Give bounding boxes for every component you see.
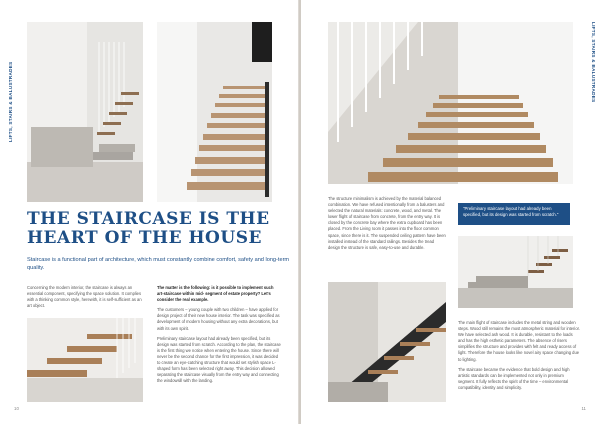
column-3-text: The structure minimalism is achieved by the material balanced combination. We have refused intentionally from a balusters and selected the natural materials: concrete, wood, and metal. The lower flight of staircase from concrete, from the entry way. It is closed by the concrete bay where the extra cupboard has been placed. From the Living room it passes into the floor common space, since there is it. The suspended ceiling pattern have been installed instead of the standard railings. Besides the tread design the structure is safe, easy-to-use and durable. (328, 196, 446, 250)
photo-wooden-stairs (157, 22, 272, 202)
title-line-2: HEART OF THE HOUSE (27, 228, 262, 248)
column-2-paragraph-1: The customers – young couple with two children – have applied for design project of their new house interior. The task was specified as development of modern housing without any extra decorations, but with its own spirit. (157, 307, 280, 331)
title-line-1: THE STAIRCASE IS THE (27, 209, 270, 229)
article-title (27, 210, 292, 248)
column-3 (328, 196, 446, 255)
photo-concrete-steps (458, 236, 573, 308)
page-number-right: 11 (581, 406, 586, 411)
left-page (0, 0, 299, 424)
pull-quote: "Preliminary staircase layout had already been specified, but its design was started from scratch." (458, 203, 570, 225)
column-4 (458, 320, 580, 395)
column-1 (27, 285, 143, 313)
right-page (301, 0, 600, 424)
column-2-paragraph-2: Preliminary staircase layout had already been specified, but its design was started from scratch. According to the plan, the staircase is the first thing we notice when entering the house. Since there will never be the second chance for the first impression, it was decided to create an eye-catching structure that would set stylish space L-shaped form has been selected right away. This decision allowed separating the staircase visually from the entry way and connecting the windowsill with the landing. (157, 335, 281, 384)
article-lead: Staircase is a functional part of architecture, which must constantly combine comfort, safety and long-term quality. (27, 257, 290, 272)
photo-stair-underside (328, 282, 446, 402)
left-section-label: LIFTS, STAIRS & BALUSTRADES (8, 61, 13, 142)
column-4-paragraph-2: The staircase became the evidence that bold design and high artistic standards can be implemented not only in premium segment. It fully reflects the spirit of the time – environmental compatibility, identity and simplicity. (458, 366, 570, 390)
column-2-intro: The matter is the following: is it possible to implement such art-staircase within mid- segment of estate property? Let's consider the real example. (157, 285, 274, 303)
column-4-paragraph-1: The main flight of staircase includes the metal string and wooden steps. Wood still remains the most atmospheric material for interior. We have selected ash wood. It is durable, resistant to the loads and has the high esthetic parameters. The absence of risers simplifies the structure and provides with felt and ready access of light. Therefore the house looks like novel airy space changing due to lighting. (458, 320, 580, 362)
column-1-text: Concerning the modern interior, the staircase is always an essential component, specifying the space solution. It complies with a thinking common style, herewith, it is self-sufficient as an art object. (27, 285, 142, 309)
page-number-left: 10 (14, 406, 19, 411)
column-2 (157, 285, 281, 388)
photo-staircase-living-room (27, 22, 143, 202)
photo-stair-detail (27, 318, 143, 402)
right-section-label: LIFTS, STAIRS & BALUSTRADES (591, 22, 596, 103)
photo-staircase-large (328, 22, 573, 184)
